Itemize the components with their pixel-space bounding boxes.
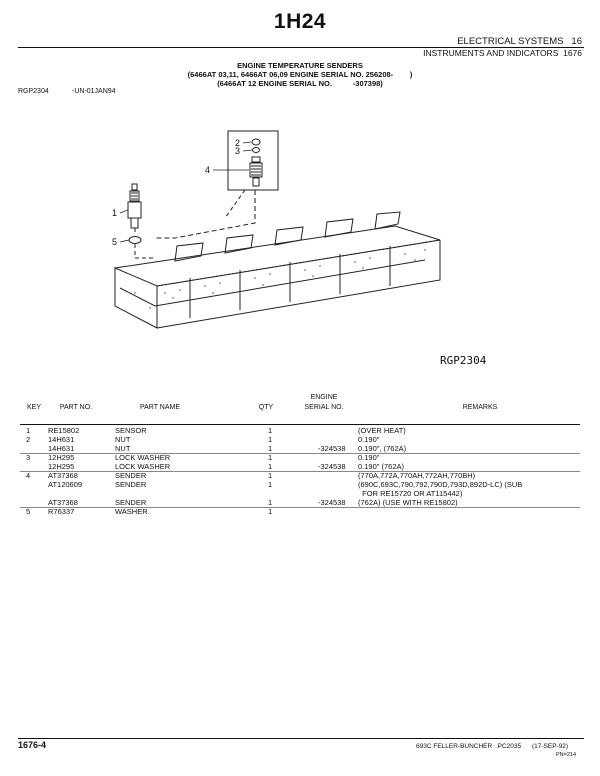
row-remarks-continued: FOR RE15720 OR AT115442) bbox=[358, 489, 463, 498]
row-part-name: LOCK WASHER bbox=[115, 462, 171, 471]
row-remarks: (690C,693C,790,792,790D,793D,892D-LC) (SUB bbox=[358, 480, 523, 489]
row-qty: 1 bbox=[268, 453, 273, 462]
col-serial-top: ENGINE bbox=[310, 394, 338, 401]
col-qty: QTY bbox=[258, 404, 274, 411]
sender-part bbox=[250, 157, 262, 186]
row-qty: 1 bbox=[268, 507, 273, 516]
col-part-name: PART NAME bbox=[139, 404, 181, 411]
row-key: 1 bbox=[26, 426, 31, 435]
subsection-title: INSTRUMENTS AND INDICATORS 1676 bbox=[423, 48, 582, 58]
footer-machine: 693C FELLER-BUNCHER PC2035 (17-SEP-92) bbox=[416, 743, 569, 750]
row-qty: 1 bbox=[268, 480, 273, 489]
row-remarks: 0.190" (762A) bbox=[358, 462, 405, 471]
row-remarks: 0.190" bbox=[358, 453, 380, 462]
section-title: ELECTRICAL SYSTEMS 16 bbox=[457, 36, 582, 47]
callout-5: 5 bbox=[112, 237, 118, 247]
figure-image-label: RGP2304 bbox=[440, 354, 487, 367]
callout-4: 4 bbox=[205, 165, 211, 175]
row-remarks: (OVER HEAT) bbox=[358, 426, 406, 435]
row-qty: 1 bbox=[268, 444, 273, 453]
footer-sub: PN=214 bbox=[556, 752, 577, 758]
callout-2: 2 bbox=[235, 138, 241, 148]
callout-1: 1 bbox=[112, 208, 118, 218]
row-remarks: (770A,772A,770AH,772AH,770BH) bbox=[358, 471, 476, 480]
row-key: 3 bbox=[26, 453, 31, 462]
row-part-name: SENDER bbox=[115, 480, 147, 489]
group-title: ENGINE TEMPERATURE SENDERS bbox=[237, 61, 363, 70]
row-serial: -324538 bbox=[318, 498, 346, 507]
group-subtitle-1: (6466AT 03,11, 6466AT 06,09 ENGINE SERIAL NO. 256208- ) bbox=[187, 70, 413, 79]
row-remarks: (762A) (USE WITH RE15802) bbox=[358, 498, 458, 507]
row-serial: -324538 bbox=[318, 444, 346, 453]
lock-washer-part bbox=[253, 148, 260, 153]
row-part-no: AT120609 bbox=[48, 480, 83, 489]
callout-leader-5 bbox=[120, 240, 129, 242]
row-part-name: SENDER bbox=[115, 498, 147, 507]
row-part-no: AT37368 bbox=[48, 498, 78, 507]
callout-3: 3 bbox=[235, 146, 241, 156]
page-code: 1H24 bbox=[273, 10, 327, 33]
sensor-part bbox=[128, 184, 141, 228]
row-qty: 1 bbox=[268, 435, 273, 444]
row-divider bbox=[20, 507, 580, 508]
row-part-name: NUT bbox=[115, 444, 131, 453]
cylinder-head-block bbox=[115, 212, 440, 328]
row-part-name: LOCK WASHER bbox=[115, 453, 171, 462]
row-qty: 1 bbox=[268, 462, 273, 471]
page-number: 1676-4 bbox=[18, 740, 47, 750]
parts-illustration bbox=[95, 128, 515, 373]
row-qty: 1 bbox=[268, 498, 273, 507]
row-key: 2 bbox=[26, 435, 31, 444]
row-remarks: 0.190", (762A) bbox=[358, 444, 407, 453]
row-part-no: RE15802 bbox=[48, 426, 80, 435]
row-key: 5 bbox=[26, 507, 31, 516]
row-part-no: 12H295 bbox=[48, 453, 75, 462]
row-serial: -324538 bbox=[318, 462, 346, 471]
group-subtitle-2: (6466AT 12 ENGINE SERIAL NO. -307398) bbox=[217, 79, 383, 88]
figure-date: -UN-01JAN94 bbox=[72, 88, 116, 95]
row-part-no: 14H631 bbox=[48, 444, 75, 453]
row-key: 4 bbox=[26, 471, 31, 480]
col-serial-bottom: SERIAL NO. bbox=[304, 404, 344, 411]
col-remarks: REMARKS bbox=[462, 404, 498, 411]
row-divider bbox=[20, 453, 580, 454]
table-header-rule bbox=[20, 424, 580, 425]
row-part-name: NUT bbox=[115, 435, 131, 444]
footer-rule bbox=[18, 738, 584, 739]
row-part-name: WASHER bbox=[115, 507, 148, 516]
row-part-no: R76337 bbox=[48, 507, 75, 516]
col-key: KEY bbox=[26, 404, 41, 411]
row-part-no: 12H295 bbox=[48, 462, 75, 471]
callout-leader-2 bbox=[243, 142, 251, 143]
callout-leader-1 bbox=[120, 210, 128, 213]
row-qty: 1 bbox=[268, 471, 273, 480]
nut-part bbox=[252, 139, 260, 145]
col-part-no: PART NO. bbox=[59, 404, 93, 411]
row-qty: 1 bbox=[268, 426, 273, 435]
row-part-name: SENSOR bbox=[115, 426, 147, 435]
row-remarks: 0.190" bbox=[358, 435, 380, 444]
row-divider bbox=[20, 471, 580, 472]
washer-part bbox=[129, 237, 141, 244]
row-part-no: 14H631 bbox=[48, 435, 75, 444]
figure-code: RGP2304 bbox=[18, 88, 49, 95]
row-part-no: AT37368 bbox=[48, 471, 78, 480]
callout-leader-3 bbox=[243, 150, 252, 151]
row-part-name: SENDER bbox=[115, 471, 147, 480]
